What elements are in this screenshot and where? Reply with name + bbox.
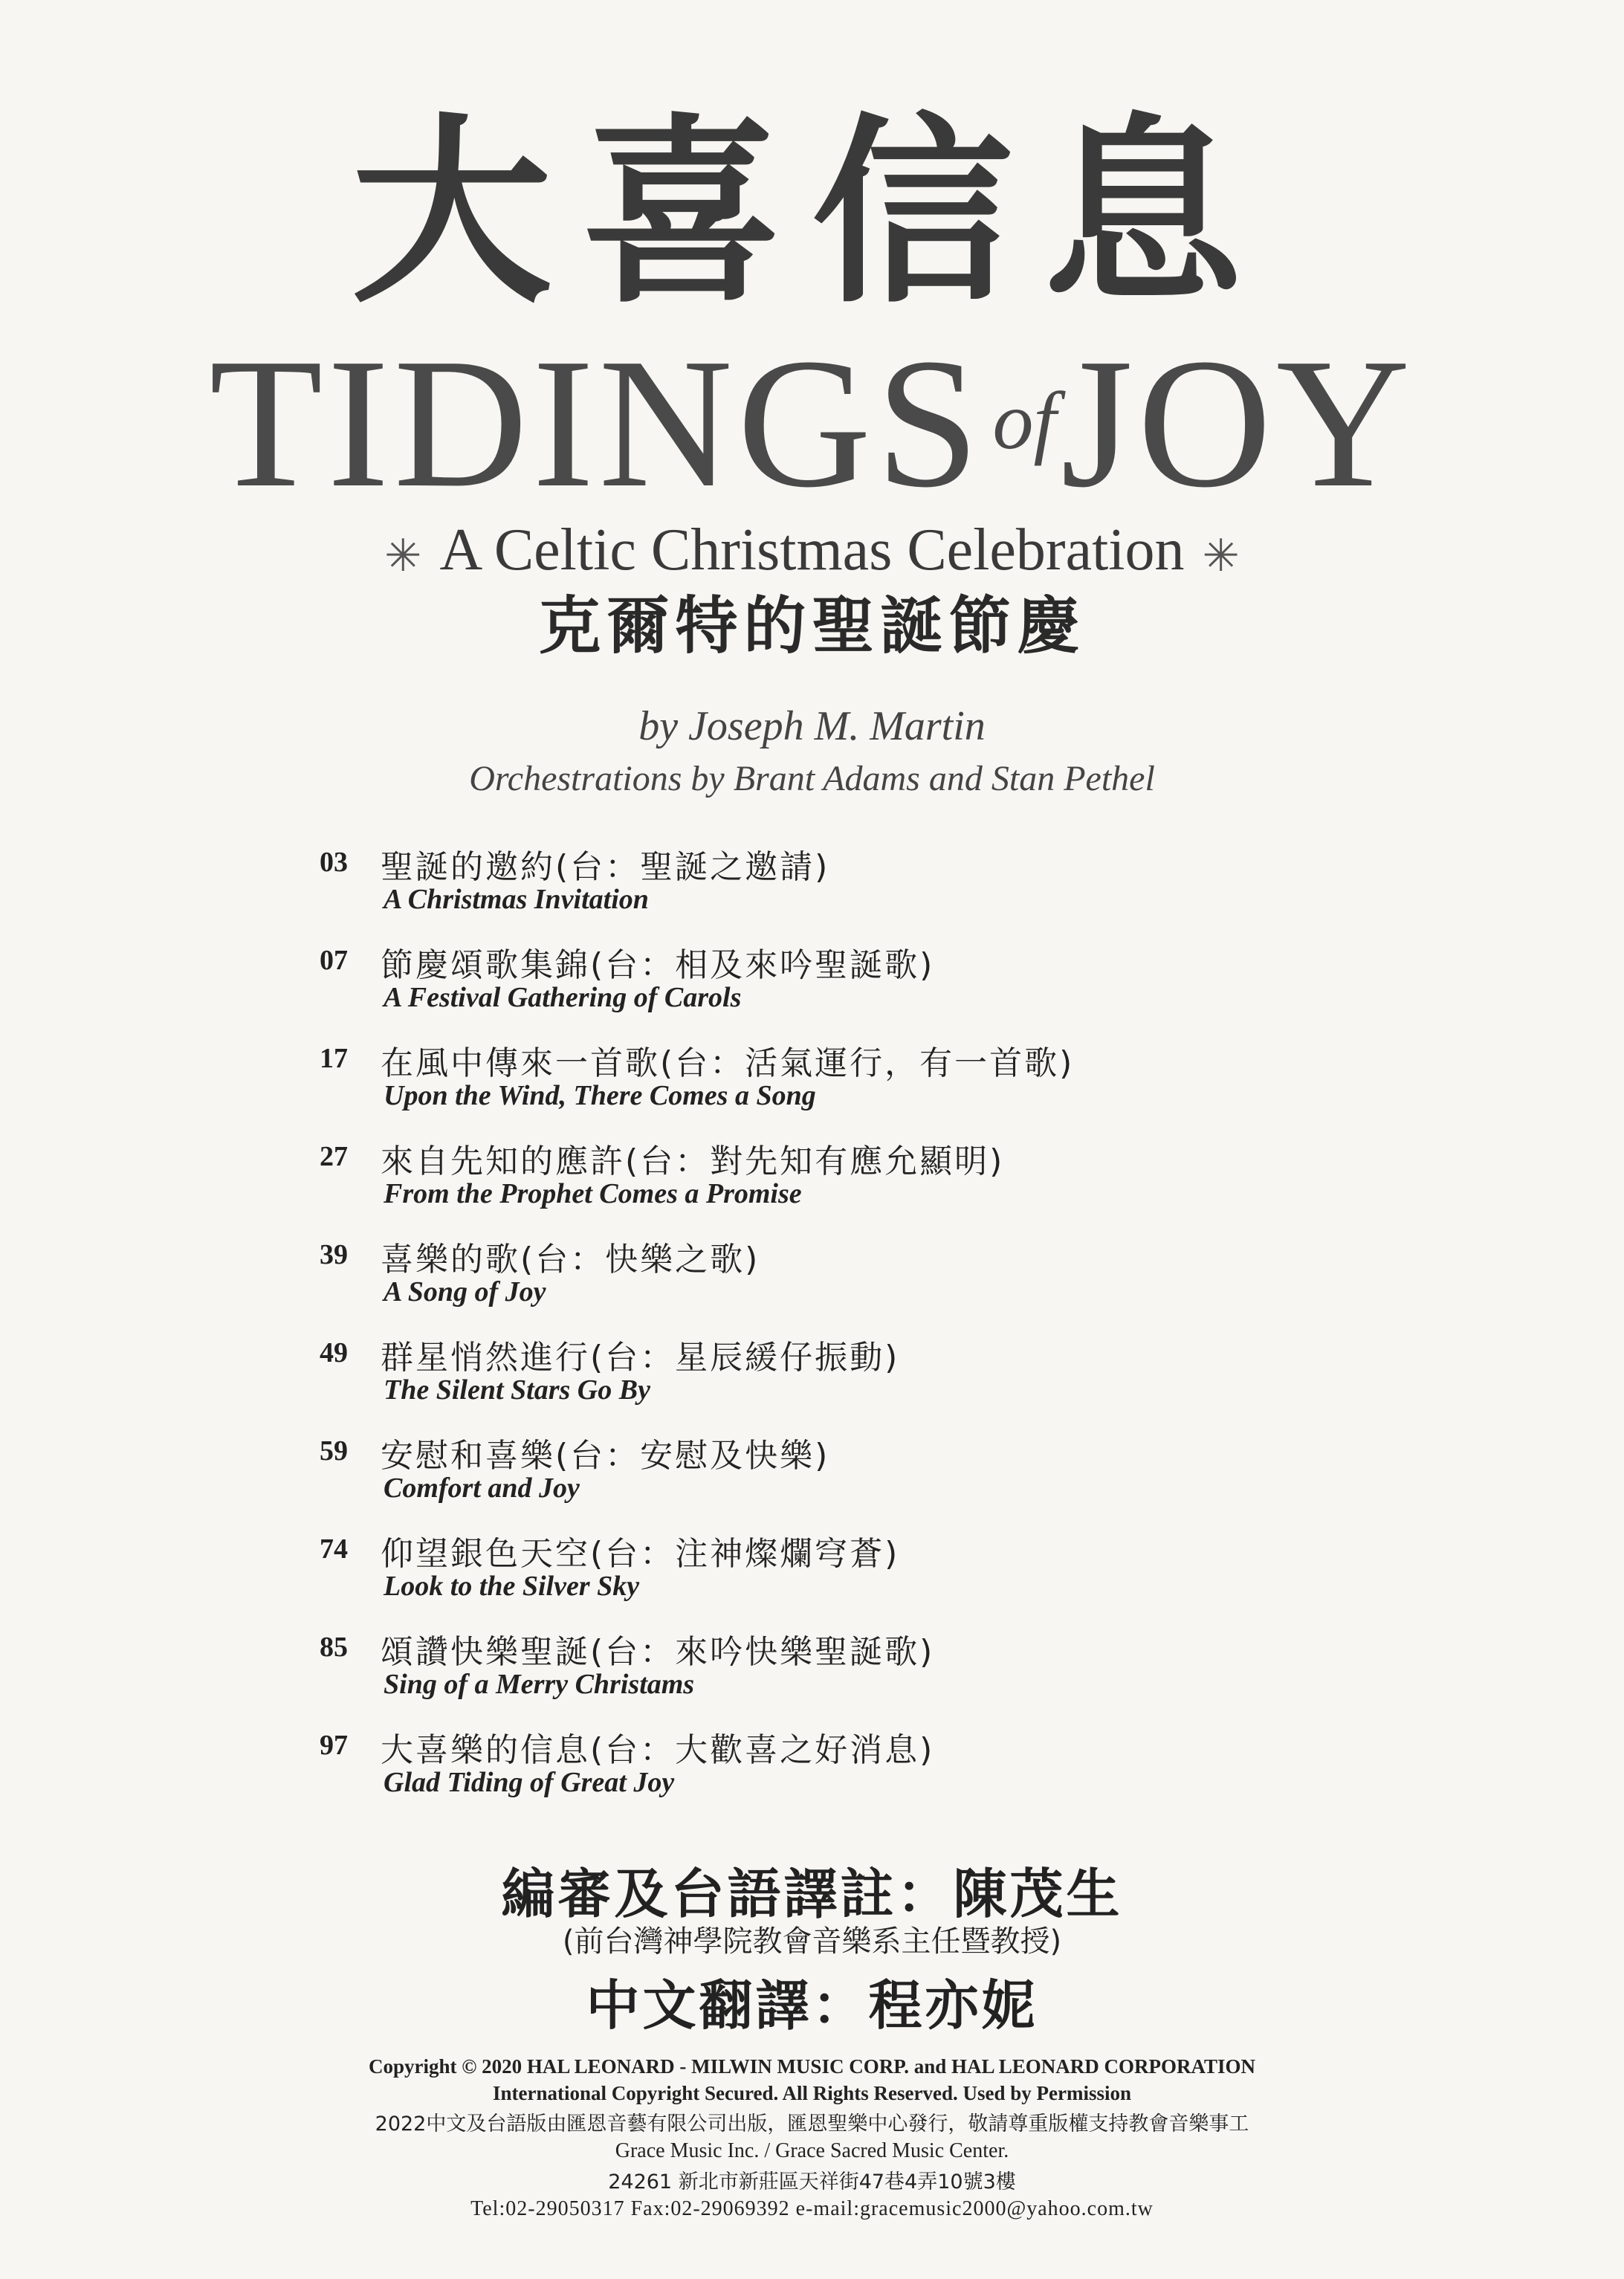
toc-item (320, 1036, 1360, 1134)
toc-page-number: 85 (320, 1632, 348, 1663)
toc-item (320, 1134, 1360, 1232)
toc-page-number: 27 (320, 1141, 348, 1172)
contact-line: Tel:02-29050317 Fax:02-29069392 e-mail:gracemusic2000@yahoo.com.tw (470, 2197, 1154, 2220)
toc-title-chinese: 仰望銀色天空(台：注神燦爛穹蒼) (381, 1535, 900, 1573)
toc-item (320, 840, 1360, 938)
toc-item (320, 1429, 1360, 1527)
title-english-tidings: TIDINGS (209, 320, 984, 526)
toc-title-chinese: 喜樂的歌(台：快樂之歌) (381, 1241, 760, 1278)
toc-page-number: 74 (320, 1533, 348, 1565)
toc-item (320, 1331, 1360, 1429)
table-of-contents (320, 840, 1360, 1821)
toc-title-chinese: 在風中傳來一首歌(台：活氣運行，有一首歌) (381, 1044, 1075, 1082)
toc-title-english: A Song of Joy (384, 1276, 546, 1307)
subtitle-english-row (0, 517, 1624, 583)
toc-title-english: The Silent Stars Go By (384, 1374, 650, 1406)
toc-title-english: Glad Tiding of Great Joy (384, 1767, 675, 1798)
toc-page-number: 17 (320, 1043, 348, 1074)
toc-page-number: 49 (320, 1337, 348, 1368)
toc-page-number: 59 (320, 1435, 348, 1467)
toc-item (320, 938, 1360, 1036)
address-line: 24261 新北市新莊區天祥街47巷4弄10號3樓 (608, 2170, 1016, 2194)
toc-title-english: From the Prophet Comes a Promise (384, 1178, 802, 1209)
subtitle-chinese: 克爾特的聖誕節慶 (538, 589, 1086, 662)
toc-item (320, 1527, 1360, 1625)
title-english-joy: JOY (1061, 320, 1415, 526)
toc-title-english: Comfort and Joy (384, 1473, 580, 1504)
toc-title-english: Look to the Silver Sky (384, 1571, 640, 1602)
composer-byline: by Joseph M. Martin (638, 703, 986, 749)
toc-title-english: Upon the Wind, There Comes a Song (384, 1080, 816, 1111)
publication-footer (0, 2053, 1624, 2223)
editor-credit: 編審及台語譯註：陳茂生 (501, 1863, 1123, 1925)
toc-title-chinese: 群星悄然進行(台：星辰緩仔振動) (381, 1339, 900, 1377)
toc-title-english: Sing of a Merry Christams (384, 1669, 695, 1700)
toc-title-chinese: 來自先知的應許(台：對先知有應允顯明) (381, 1142, 1005, 1180)
publisher-english-line: Grace Music Inc. / Grace Sacred Music Center. (615, 2139, 1009, 2162)
toc-page-number: 07 (320, 945, 348, 976)
editor-credit-note: (前台灣神學院教會音樂系主任暨教授) (562, 1924, 1062, 1959)
copyright-line: Copyright © 2020 HAL LEONARD - MILWIN MUSIC CORP. and HAL LEONARD CORPORATION (368, 2055, 1256, 2078)
star-right-icon: ✳ (1202, 531, 1240, 581)
toc-page-number: 97 (320, 1730, 348, 1761)
title-english (0, 320, 1624, 526)
toc-item (320, 1625, 1360, 1723)
toc-title-chinese: 安慰和喜樂(台：安慰及快樂) (381, 1437, 830, 1475)
title-english-of: of (992, 375, 1057, 466)
toc-title-chinese: 大喜樂的信息(台：大歡喜之好消息) (381, 1731, 935, 1769)
star-left-icon: ✳ (384, 531, 422, 581)
toc-item (320, 1232, 1360, 1331)
toc-page-number: 03 (320, 847, 348, 878)
orchestrations-credit: Orchestrations by Brant Adams and Stan Pethel (469, 759, 1155, 798)
toc-title-chinese: 頌讚快樂聖誕(台：來吟快樂聖誕歌) (381, 1633, 935, 1671)
toc-page-number: 39 (320, 1239, 348, 1270)
toc-title-english: A Festival Gathering of Carols (384, 982, 742, 1013)
publisher-chinese-line: 2022中文及台語版由匯恩音藝有限公司出版，匯恩聖樂中心發行，敬請尊重版權支持教會音樂事工 (375, 2112, 1249, 2136)
toc-title-chinese: 節慶頌歌集錦(台：相及來吟聖誕歌) (381, 946, 935, 984)
rights-line: International Copyright Secured. All Rights Reserved. Used by Permission (492, 2082, 1131, 2104)
subtitle-english: A Celtic Christmas Celebration (439, 517, 1185, 583)
title-chinese: 大喜信息 (351, 94, 1273, 330)
translator-credit: 中文翻譯：程亦妮 (586, 1974, 1038, 2037)
toc-title-english: A Christmas Invitation (384, 884, 649, 915)
toc-item (320, 1723, 1360, 1821)
toc-title-chinese: 聖誕的邀約(台：聖誕之邀請) (381, 848, 830, 886)
